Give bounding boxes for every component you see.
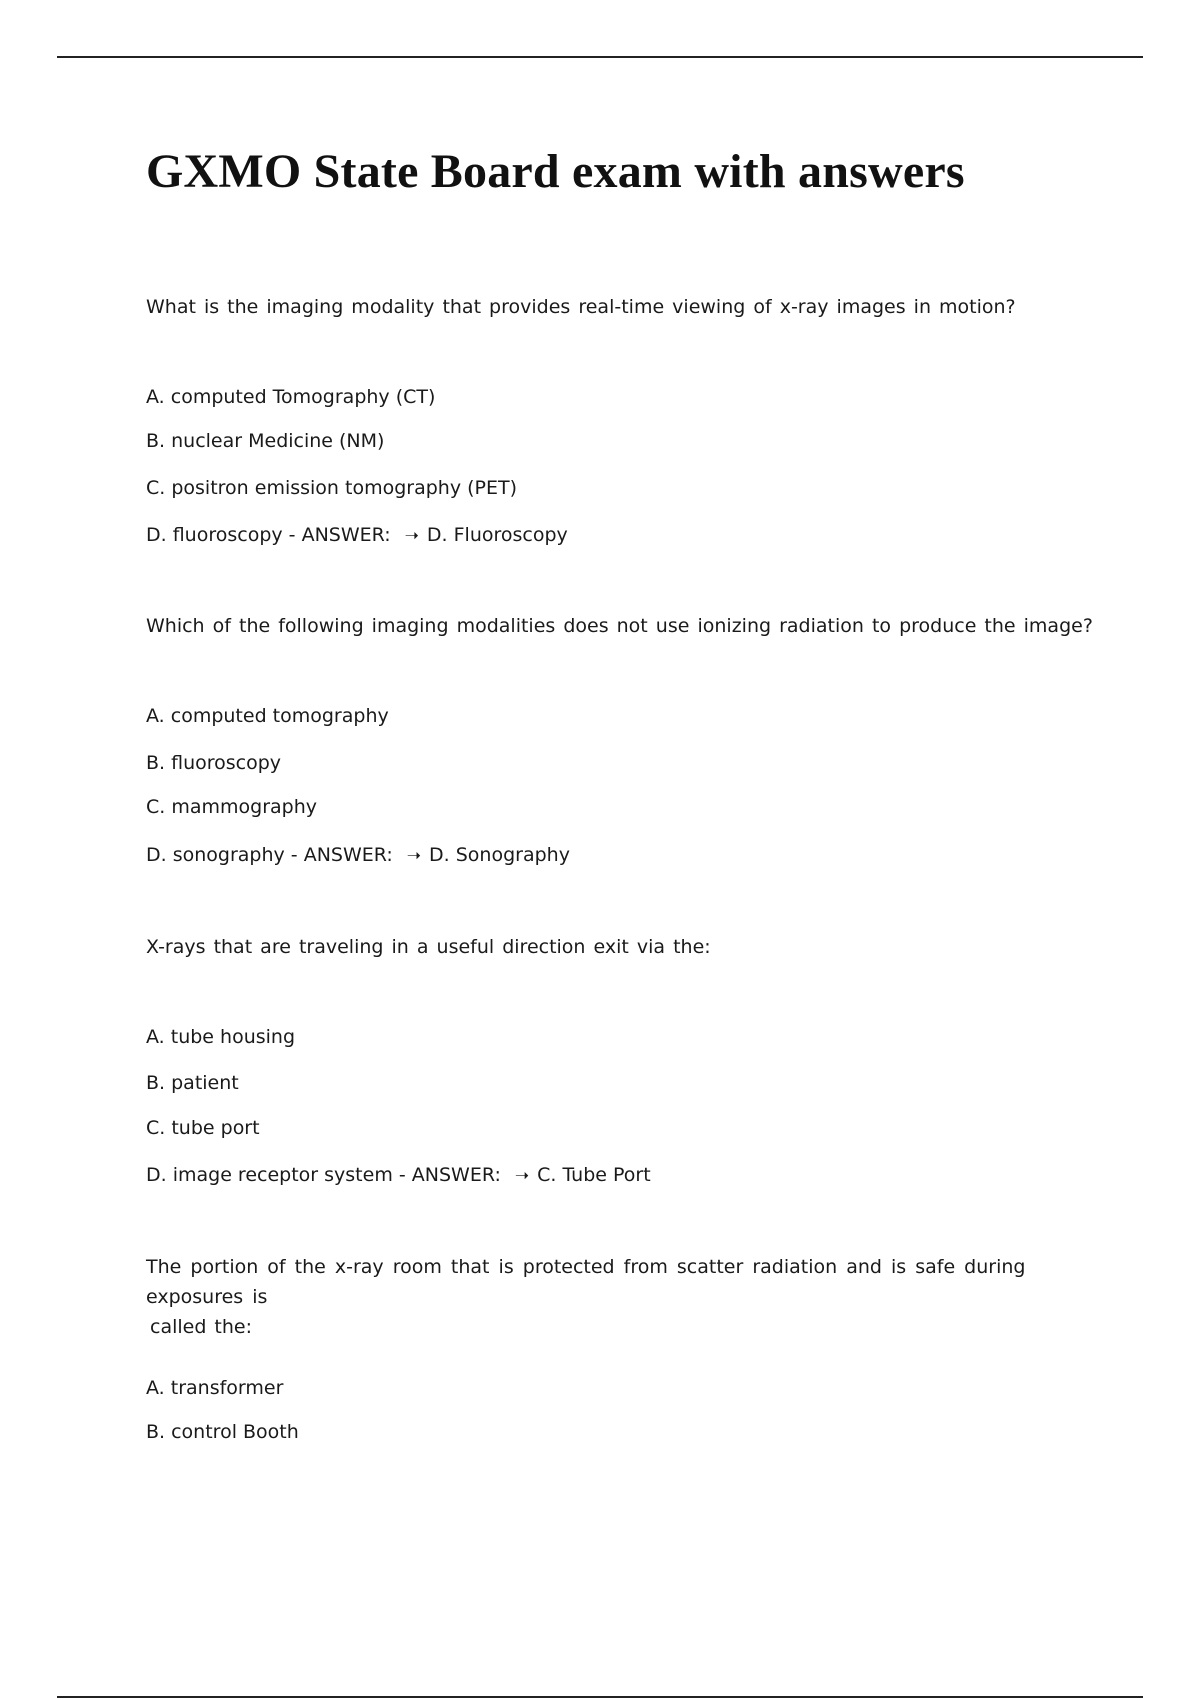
right-arrow-icon: ➝	[404, 526, 419, 546]
question-block-1	[146, 292, 1096, 322]
question-text-line: called the:	[150, 1316, 253, 1338]
option-item: C. tube port	[146, 1117, 260, 1139]
question-text-line: The portion of the x-ray room that is protected from scatter radiation and is safe during exposures is	[146, 1256, 1026, 1308]
answer-text: D. Fluoroscopy	[426, 524, 568, 546]
question-text	[146, 1252, 1092, 1342]
option-item: C. mammography	[146, 796, 317, 818]
answer-line	[146, 842, 570, 869]
document-page	[146, 140, 1096, 204]
question-text: X-rays that are traveling in a useful direction exit via the:	[146, 936, 711, 958]
question-text: Which of the following imaging modalities does not use ionizing radiation to produce the image?	[146, 615, 1093, 637]
option-item: C. positron emission tomography (PET)	[146, 477, 518, 499]
option-item: B. fluoroscopy	[146, 752, 282, 774]
answer-text: C. Tube Port	[537, 1164, 651, 1186]
answer-line	[146, 522, 568, 549]
option-item: B. patient	[146, 1072, 239, 1094]
option-item: D. fluoroscopy - ANSWER:	[146, 524, 391, 546]
question-block-3	[146, 932, 1096, 962]
option-item: A. tube housing	[146, 1026, 296, 1048]
question-block-2	[146, 611, 1096, 641]
answer-line	[146, 1162, 651, 1189]
right-arrow-icon: ➝	[406, 846, 422, 866]
option-item: D. sonography - ANSWER:	[146, 844, 393, 866]
option-item: B. nuclear Medicine (NM)	[146, 430, 385, 452]
footer-rule	[57, 1696, 1143, 1698]
right-arrow-icon: ➝	[514, 1166, 530, 1186]
option-item: A. computed tomography	[146, 705, 389, 727]
option-item: A. transformer	[146, 1377, 284, 1399]
answer-text: D. Sonography	[429, 844, 570, 866]
document-title: GXMO State Board exam with answers	[146, 145, 965, 198]
option-item: A. computed Tomography (CT)	[146, 386, 436, 408]
question-text: What is the imaging modality that provides real-time viewing of x-ray images in motion?	[146, 296, 1016, 318]
header-rule	[57, 56, 1143, 58]
option-item: D. image receptor system - ANSWER:	[146, 1164, 501, 1186]
question-block-4	[146, 1252, 1092, 1342]
option-item: B. control Booth	[146, 1421, 299, 1443]
